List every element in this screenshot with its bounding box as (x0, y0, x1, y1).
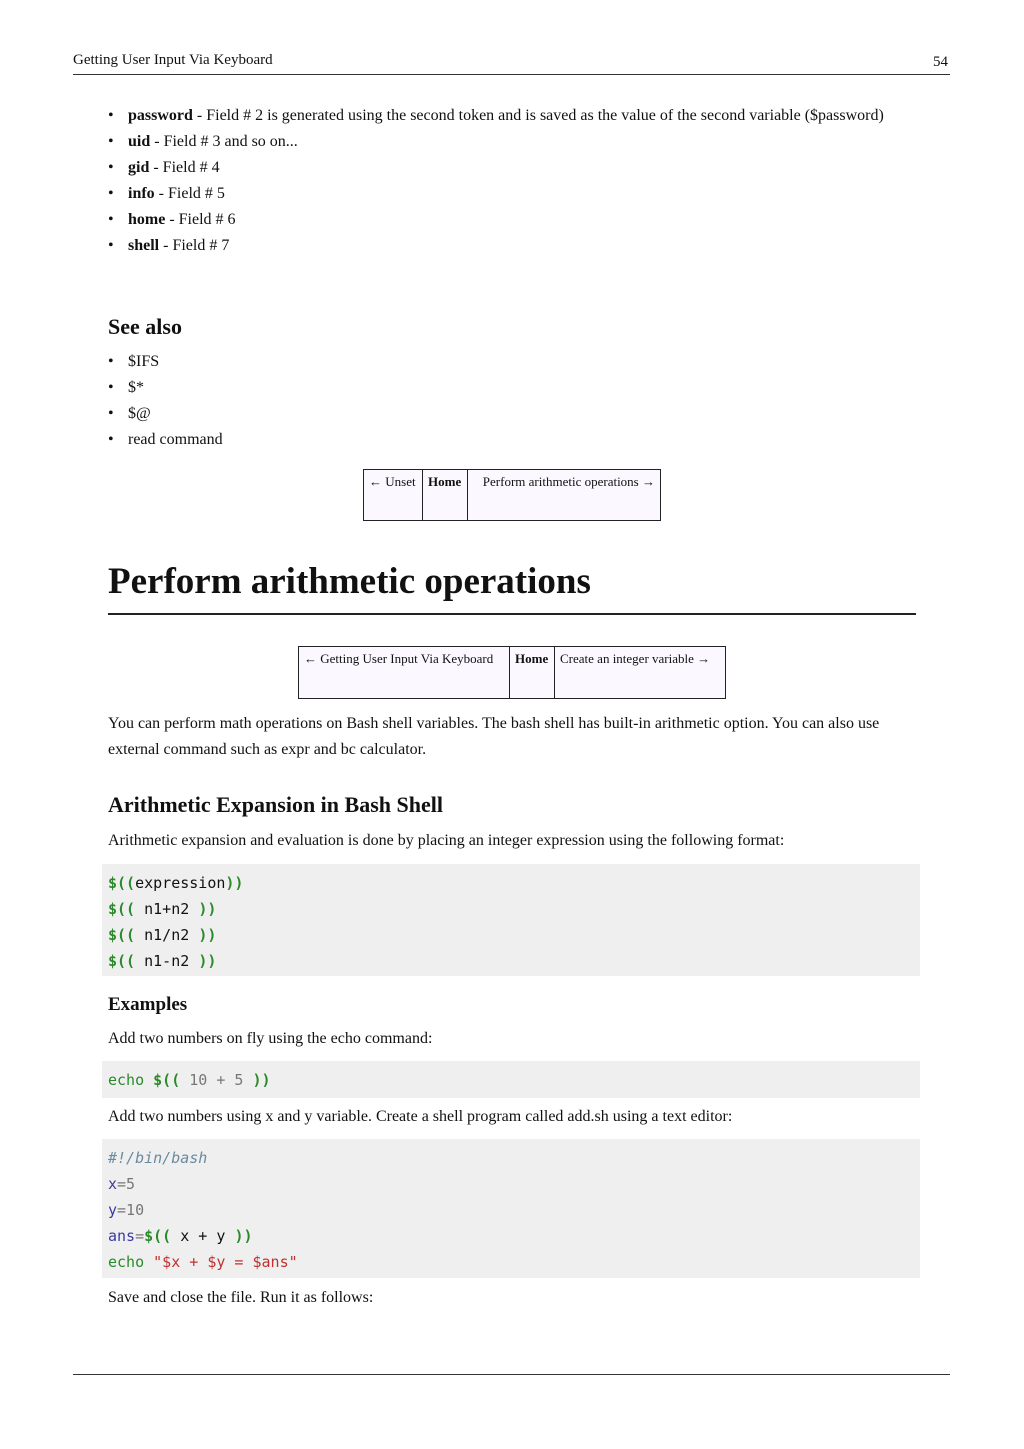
list-item (108, 155, 898, 181)
code-block-echo: echo $(( 10 + 5 )) (102, 1061, 920, 1098)
examples-text: Add two numbers using x and y variable. Create a shell program called add.sh using a text editor: (108, 1108, 733, 1125)
list-item (108, 181, 898, 207)
running-title: Getting User Input Via Keyboard (73, 52, 273, 68)
see-also-link[interactable]: • $@ (108, 401, 508, 427)
examples-text: Save and close the file. Run it as follows: (108, 1289, 374, 1306)
field-term: uid (128, 133, 151, 150)
see-also-heading: See also (108, 314, 182, 339)
field-desc: - Field # 6 (165, 211, 236, 228)
field-desc: - Field # 2 is generated using the second token and is saved as the value of the second variable ($password) (192, 107, 884, 124)
see-also-list (108, 349, 508, 453)
nav-home-link[interactable]: Home (423, 470, 468, 521)
list-item (108, 103, 898, 129)
page-footer-rule (73, 1374, 950, 1375)
nav-prev-link[interactable]: ← Getting User Input Via Keyboard (299, 647, 510, 699)
page-header (73, 50, 950, 75)
see-also-link[interactable]: • read command (108, 427, 508, 453)
code-line: $(( n1+n2 )) (108, 900, 217, 918)
fields-list (108, 103, 898, 259)
list-item (108, 233, 898, 259)
field-term: home (128, 211, 166, 228)
nav-next-link[interactable]: Perform arithmetic operations → (468, 470, 661, 521)
field-term: info (128, 185, 155, 202)
see-also-link[interactable]: • $IFS (108, 349, 508, 375)
list-item (108, 207, 898, 233)
examples-text: Add two numbers on fly using the echo command: (108, 1030, 433, 1047)
nav-next-link[interactable]: Create an integer variable → (555, 647, 726, 699)
code-block-script: #!/bin/bash x=5 y=10 ans=$(( x + y )) echo "$x + $y = $ans" (102, 1139, 920, 1278)
code-line: $((expression)) (108, 874, 244, 892)
code-line: $(( n1-n2 )) (108, 952, 217, 970)
section-text: Arithmetic expansion and evaluation is done by placing an integer expression using the following format: (108, 832, 785, 849)
code-block-syntax (102, 864, 920, 976)
field-desc: - Field # 3 and so on... (150, 133, 298, 150)
nav-prev-link[interactable]: ← Unset (364, 470, 423, 521)
code-line: $(( n1/n2 )) (108, 926, 217, 944)
chapter-title: Perform arithmetic operations (108, 560, 916, 615)
examples-heading: Examples (108, 994, 188, 1015)
nav-box-chapter (298, 646, 726, 699)
page-number: 54 (933, 54, 948, 70)
list-item (108, 129, 898, 155)
field-desc: - Field # 7 (159, 237, 230, 254)
section-heading: Arithmetic Expansion in Bash Shell (108, 792, 443, 817)
see-also-link[interactable]: • $* (108, 375, 508, 401)
nav-box-top (363, 469, 661, 521)
field-desc: - Field # 5 (154, 185, 225, 202)
intro-paragraph: You can perform math operations on Bash shell variables. The bash shell has built-in arithmetic option. You can also use external command such as expr and bc calculator. (108, 715, 880, 758)
field-desc: - Field # 4 (149, 159, 220, 176)
nav-home-link[interactable]: Home (510, 647, 555, 699)
field-term: shell (128, 237, 160, 254)
field-term: password (128, 107, 193, 124)
field-term: gid (128, 159, 150, 176)
